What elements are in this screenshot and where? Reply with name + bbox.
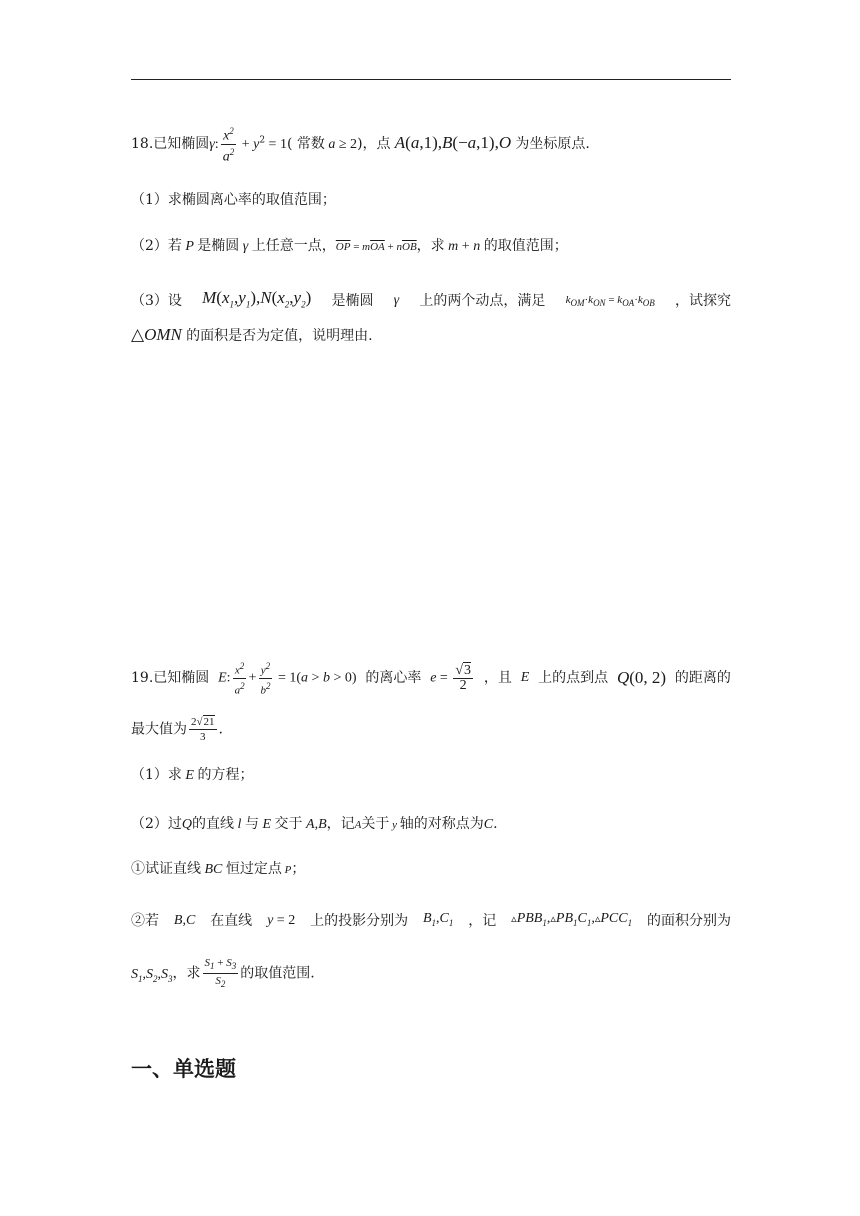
math-points-mn: $M(x_1,y_1),N(x_2,y_2)$ [202, 288, 312, 310]
q19-part2: （2）过Q的直线 l 与 E 交于 A,B，记A关于 y 轴的对称点为C. [131, 816, 498, 832]
q19-sub2: ②若 B,C 在直线 y = 2 上的投影分别为 $B_1,C_1$ ，记 $▵PBB_1,▵PB_1C_1,▵PCC_1$ 的面积分别为 [131, 909, 731, 933]
math-slope-condition: $k_{OM}\cdot k_{ON} = k_{OA}\cdot k_{OB}$ [565, 293, 655, 308]
q18-part3-cont: △OMN 的面积是否为定值，说明理由. [131, 325, 373, 344]
math-max-distance: $\frac{2√21}{3}$ [191, 716, 215, 743]
math-ellipse-e: E: $\frac{x^2}{a^2}$ + $\frac{y^2}{b^2}$ = 1(a > b > 0) [218, 661, 357, 697]
q19-sub2-cont: $S_1,S_2,S_3$，求 $\frac{S_1 + S_3}{S_2}$ 的取值范围. [131, 957, 315, 990]
math-ellipse-gamma: γ [209, 137, 215, 153]
math-frac-x2-a2: $\frac{x^2}{a^2}$ [222, 126, 235, 165]
math-point-q: Q(0, 2) [616, 668, 667, 688]
q18-part1: （1）求椭圆离心率的取值范围； [131, 192, 336, 208]
math-eccentricity: e = $\frac{√3}{2}$ [430, 662, 471, 693]
section-heading: 一、单选题 [131, 1057, 236, 1081]
q18-part3: （3）设 $M(x_1,y_1),N(x_2,y_2)$ 是椭圆 γ 上的两个动点，满足 $k_{OM}\cdot k_{ON} = k_{OA}\cdot k_{OB}$ ，试探究 [131, 288, 731, 314]
math-area-ratio: $\frac{S_1 + S_3}{S_2}$ [204, 957, 237, 990]
q19-sub1: ①试证直线 BC 恒过定点 P； [131, 861, 306, 877]
q19-stem-cont: 最大值为 $\frac{2√21}{3}$ . [131, 716, 223, 743]
header-rule [131, 79, 731, 80]
math-triangles: $▵PBB_1,▵PB_1C_1,▵PCC_1$ [511, 911, 633, 928]
math-triangle-omn: △OMN [131, 325, 187, 344]
math-vector-op: $\overline{OP} = m\overline{OA} + n\overline{OB}$ [335, 241, 417, 253]
q19-stem: 19.已知椭圆 E: $\frac{x^2}{a^2}$ + $\frac{y^2}{b^2}$ = 1(a > b > 0) 的离心率 e = $\frac{√3}{2}$ ，且 E 上的点到点 Q(0, 2) 的距离的 [131, 661, 731, 697]
q18-part2: （2）若 P 是椭圆 γ 上任意一点，$\overline{OP} = m\overline{OA} + n\overline{OB}$，求 m + n 的取值范围； [131, 238, 568, 254]
math-points-abo: A(a,1),B(−a,1),O [390, 133, 516, 153]
q18-stem: 18.已知椭圆γ: $\frac{x^2}{a^2}$ + $y^2 = 1$( 常数 a ≥ 2)，点 A(a,1),B(−a,1),O 为坐标原点. [131, 126, 590, 165]
q19-part1: （1）求 E 的方程； [131, 767, 254, 783]
